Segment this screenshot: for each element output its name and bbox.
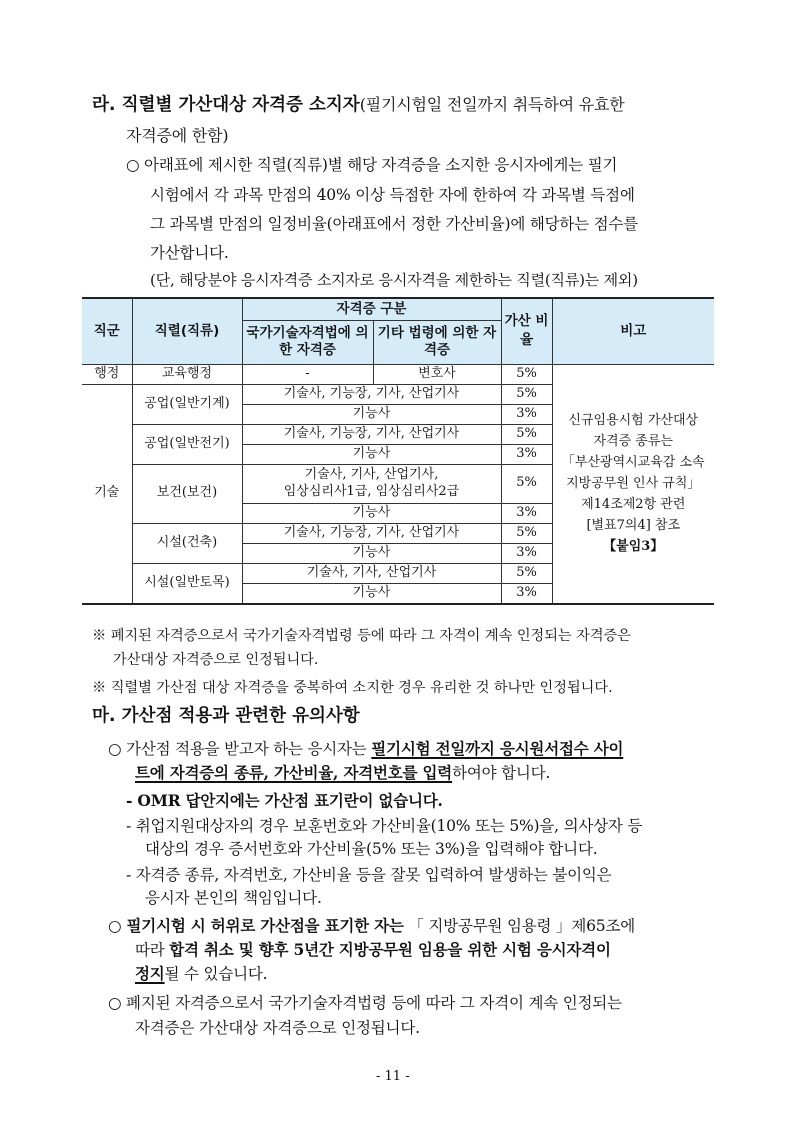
- cell-cert: 기술사, 기능장, 기사, 산업기사: [242, 523, 501, 543]
- cell-cert: 기능사: [242, 404, 501, 424]
- certificate-table: [82, 297, 714, 605]
- note-2: ※ 직렬별 가산점 대상 자격증을 중복하여 소지한 경우 유리한 것 하나만 인정됩니다.: [92, 680, 613, 696]
- section-ra-heading-rest: (필기시험일 전일까지 취득하여 유효한: [359, 95, 625, 114]
- remark-line: 신규임용시험 가산대상: [568, 412, 699, 428]
- b2-bold-2: 합격 취소 및 향후 5년간 지방공무원 임용을 위한 시험 응시자격이: [169, 940, 611, 959]
- section-ma-bullet-1-line-2: [135, 761, 550, 783]
- cell-series: 시설(건축): [132, 523, 242, 563]
- cell-admin-national: -: [242, 364, 373, 384]
- section-ma-dash-3-line-2: 응시자 본인의 책임입니다.: [145, 889, 322, 907]
- header-other: 기타 법령에 의한 자격증: [373, 320, 501, 364]
- cell-rate: 5%: [501, 523, 552, 543]
- section-ra-bullet-line-3: 그 과목별 만점의 일정비율(아래표에서 정한 가산비율)에 해당하는 점수를: [150, 215, 638, 233]
- cell-rate: 5%: [501, 464, 552, 503]
- header-national: 국가기술자격법에 의한 자격증: [242, 320, 373, 364]
- section-ra-exception: (단, 해당분야 응시자격증 소지자로 응시자격을 제한하는 직렬(직류)는 제외): [150, 271, 638, 289]
- header-group: 직군: [82, 298, 132, 364]
- header-series: 직렬(직류): [132, 298, 242, 364]
- section-ra-bullet-line-2: 시험에서 각 과목 만점의 40% 이상 득점한 자에 한하여 각 과목별 득점에: [150, 186, 635, 204]
- b1-bold-2: 트에 자격증의 종류, 가산비율, 자격번호를 입력: [135, 763, 453, 782]
- remark-line: 지방공무원 인사 규칙」: [566, 475, 701, 491]
- cell-cert: 기술사, 기능장, 기사, 산업기사: [242, 424, 501, 444]
- section-ma-bullet-2-line-2: [135, 938, 611, 960]
- cell-remarks: [552, 364, 714, 604]
- b2-bold-1: ○ 필기시험 시 허위로 가산점을 표기한 자는: [108, 916, 404, 935]
- cell-rate: 3%: [501, 444, 552, 464]
- section-ra-bullet-line-4: 가산합니다.: [150, 244, 229, 262]
- cell-admin-other: 변호사: [373, 364, 501, 384]
- cell-cert: 기능사: [242, 503, 501, 523]
- remark-line: 제14조제2항 관련: [581, 497, 686, 513]
- b2-tail-3: 될 수 있습니다.: [164, 965, 268, 983]
- cell-cert: 기술사, 기능장, 기사, 산업기사: [242, 384, 501, 404]
- cell-cert: 기능사: [242, 583, 501, 604]
- cell-rate: 5%: [501, 384, 552, 404]
- cell-rate: 3%: [501, 583, 552, 604]
- cell-rate: 3%: [501, 404, 552, 424]
- header-remarks: 비고: [552, 298, 714, 364]
- section-ma-bullet-2-line-3: [135, 962, 267, 984]
- cell-cert: [242, 464, 501, 503]
- section-ra-heading-bold: 라. 직렬별 가산대상 자격증 소지자: [92, 95, 360, 115]
- section-ma-dash-3-line-1: - 자격증 종류, 자격번호, 가산비율 등을 잘못 입력하여 발생하는 불이익은: [126, 866, 612, 884]
- page-number: - 11 -: [376, 1069, 410, 1084]
- cell-rate: 5%: [501, 563, 552, 583]
- b2-lead-2: 따라: [135, 941, 170, 959]
- remark-line: [별표7의4] 참조: [586, 518, 681, 534]
- cell-cert: 기능사: [242, 444, 501, 464]
- section-ma-dash-2-line-2: 대상의 경우 증서번호와 가산비율(5% 또는 3%)을 입력해야 합니다.: [145, 840, 598, 858]
- b1-tail: 하여야 합니다.: [452, 764, 551, 782]
- section-ma-bullet-3-line-2: 자격증은 가산대상 자격증으로 인정됩니다.: [135, 1019, 420, 1037]
- cell-cert: 기능사: [242, 543, 501, 563]
- table-header-row: [82, 298, 714, 320]
- b2-bold-3: 정지: [135, 964, 165, 983]
- cell-rate: 3%: [501, 503, 552, 523]
- note-1-line-1: ※ 폐지된 자격증으로서 국가기술자격법령 등에 따라 그 자격이 계속 인정되는 자격증은: [92, 628, 631, 644]
- section-ma-heading: 마. 가산점 적용과 관련한 유의사항: [92, 706, 360, 726]
- cell-rate: 3%: [501, 543, 552, 563]
- section-ma-dash-1: - OMR 답안지에는 가산점 표기란이 없습니다.: [126, 791, 443, 810]
- cell-admin-group: 행정: [82, 364, 132, 384]
- cell-series: 보건(보건): [132, 464, 242, 523]
- section-ma-dash-2-line-1: - 취업지원대상자의 경우 보훈번호와 가산비율(10% 또는 5%)을, 의사상자 등: [126, 817, 643, 835]
- cell-series: 공업(일반기계): [132, 384, 242, 424]
- section-ra-bullet-line-1: ○ 아래표에 제시한 직렬(직류)별 해당 자격증을 소지한 응시자에게는 필기: [126, 156, 618, 174]
- b2-rest-1: 「 지방공무원 임용령 」제65조에: [403, 917, 635, 935]
- remark-line: 「부산광역시교육감 소속: [561, 454, 705, 470]
- section-ra-heading-line2: 자격증에 한함): [126, 126, 229, 145]
- section-ma-bullet-2-line-1: [108, 914, 635, 936]
- cert-line: 기술사, 기사, 산업기사,: [304, 467, 439, 483]
- remark-line: 【붙임3】: [603, 539, 664, 555]
- remark-line: 자격증 종류는: [593, 433, 673, 449]
- cell-series: 공업(일반전기): [132, 424, 242, 464]
- cell-rate: 5%: [501, 424, 552, 444]
- section-ra-heading: [92, 91, 624, 116]
- cell-series: 시설(일반토목): [132, 563, 242, 604]
- section-ma-bullet-1-line-1: [108, 737, 623, 759]
- note-1-line-2: 가산대상 자격증으로 인정됩니다.: [113, 652, 319, 668]
- table-row-admin: [82, 364, 714, 384]
- cell-admin-series: 교육행정: [132, 364, 242, 384]
- cert-line: 임상심리사1급, 임상심리사2급: [283, 483, 460, 499]
- header-rate: 가산 비율: [501, 298, 552, 364]
- b1-lead: ○ 가산점 적용을 받고자 하는 응시자는: [108, 740, 372, 758]
- cell-cert: 기술사, 기사, 산업기사: [242, 563, 501, 583]
- header-cert-type: 자격증 구분: [242, 298, 501, 320]
- cell-admin-rate: 5%: [501, 364, 552, 384]
- cell-tech-group: 기술: [82, 384, 132, 604]
- section-ma-bullet-3-line-1: ○ 폐지된 자격증으로서 국가기술자격법령 등에 따라 그 자격이 계속 인정되는: [108, 994, 622, 1012]
- b1-bold-1: 필기시험 전일까지 응시원서접수 사이: [371, 739, 624, 758]
